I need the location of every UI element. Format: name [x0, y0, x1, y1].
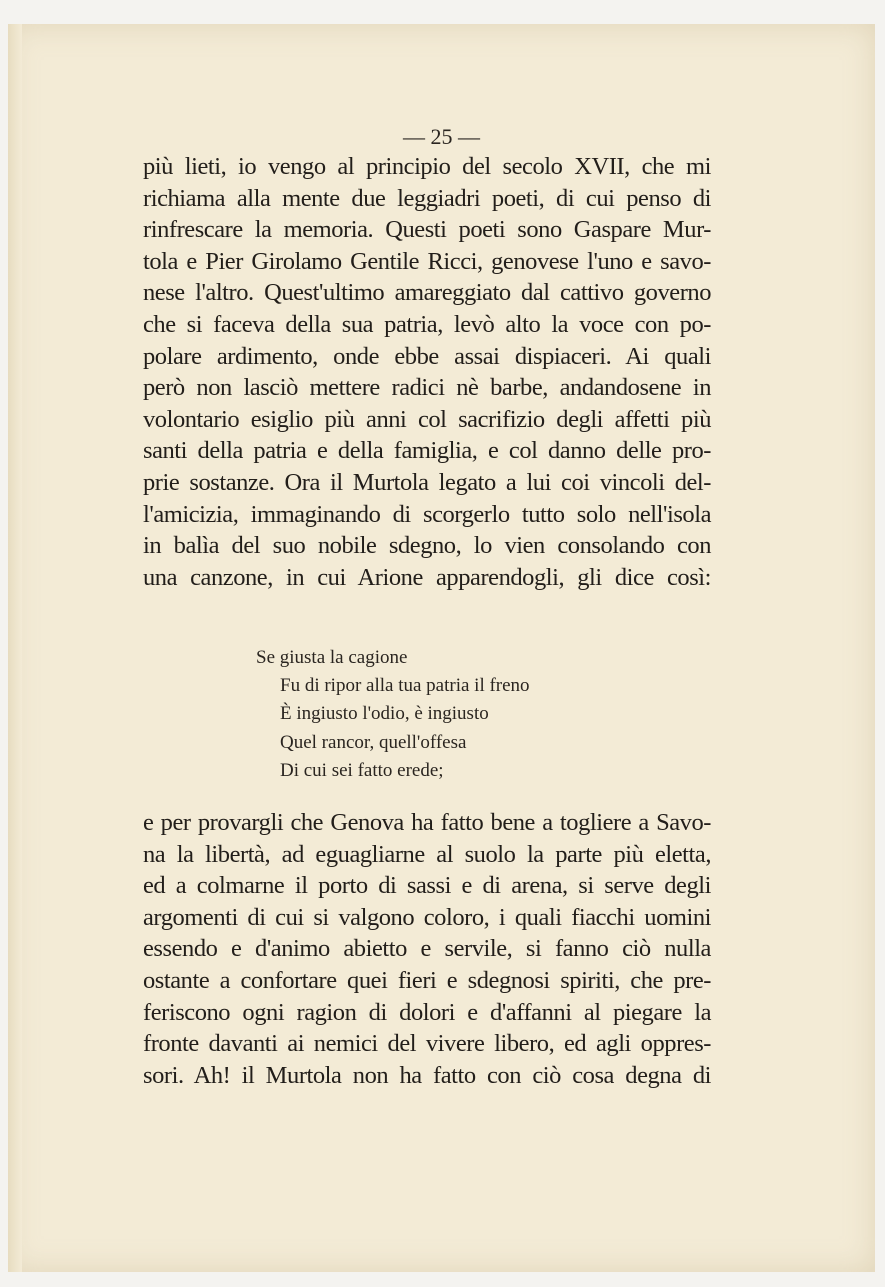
text-line: richiama alla mente due leggiadri poeti, di cui penso di	[143, 184, 711, 212]
text-line: volontario esiglio più anni col sacrifizio degli affetti più	[143, 405, 711, 433]
verse-line: Quel rancor, quell'offesa	[280, 731, 467, 753]
text-line: ed a colmarne il porto di sassi e di arena, si serve degli	[143, 872, 711, 900]
text-line: più lieti, io vengo al principio del secolo XVII, che mi	[143, 153, 711, 180]
text-line: in balìa del suo nobile sdegno, lo vien consolando con	[143, 532, 711, 560]
text-line: polare ardimento, onde ebbe assai dispiaceri. Ai quali	[143, 342, 711, 370]
verse-line: È ingiusto l'odio, è ingiusto	[280, 703, 489, 725]
page-edge	[8, 24, 22, 1272]
verse-line: Fu di ripor alla tua patria il freno	[280, 675, 530, 697]
verse-line: Di cui sei fatto erede;	[280, 759, 444, 781]
text-line: feriscono ogni ragion di dolori e d'affanni al piegare la	[143, 998, 711, 1026]
book-page	[8, 24, 875, 1272]
text-line: rinfrescare la memoria. Questi poeti sono Gaspare Mur-	[143, 216, 711, 244]
paragraph-2	[143, 807, 711, 1091]
text-line: una canzone, in cui Arione apparendogli, gli dice così:	[143, 563, 711, 591]
text-line: argomenti di cui si valgono coloro, i quali fiacchi uomini	[143, 903, 711, 931]
text-line: prie sostanze. Ora il Murtola legato a lui coi vincoli del-	[143, 468, 711, 496]
text-line: na la libertà, ad eguagliarne al suolo la parte più eletta,	[143, 840, 711, 868]
text-line: tola e Pier Girolamo Gentile Ricci, genovese l'uno e savo-	[143, 247, 711, 275]
text-line: santi della patria e della famiglia, e col danno delle pro-	[143, 437, 711, 465]
text-line: nese l'altro. Quest'ultimo amareggiato dal cattivo governo	[143, 279, 711, 307]
text-line: essendo e d'animo abietto e servile, si fanno ciò nulla	[143, 935, 711, 963]
page-number: — 25 —	[403, 124, 480, 149]
paragraph-1	[143, 151, 711, 593]
text-line: però non lasciò mettere radici nè barbe, andandosene in	[143, 374, 711, 402]
text-line: sori. Ah! il Murtola non ha fatto con ciò cosa degna di	[143, 1061, 711, 1089]
text-line: che si faceva della sua patria, levò alto la voce con po-	[143, 310, 711, 338]
text-line: fronte davanti ai nemici del vivere libero, ed agli oppres-	[143, 1030, 711, 1058]
text-line: l'amicizia, immaginando di scorgerlo tutto solo nell'isola	[143, 500, 711, 528]
poem-quote	[256, 644, 530, 785]
text-line: ostante a confortare quei fieri e sdegnosi spiriti, che pre-	[143, 966, 711, 994]
verse-line: Se giusta la cagione	[256, 647, 408, 668]
text-line: e per provargli che Genova ha fatto bene a togliere a Savo-	[143, 809, 711, 836]
